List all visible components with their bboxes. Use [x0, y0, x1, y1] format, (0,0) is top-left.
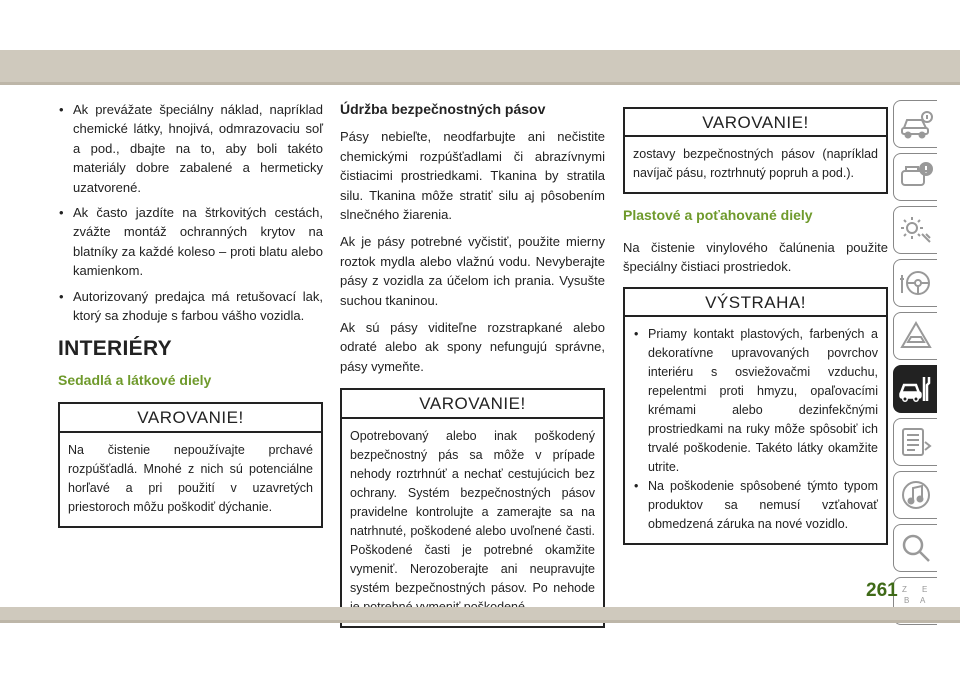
car-service-icon — [898, 371, 934, 407]
tab-lights[interactable] — [893, 206, 937, 254]
caution-body — [625, 317, 886, 543]
paragraph: Na čistenie vinylového čalúnenia použite špeciálny čistiaci prostriedok. — [623, 239, 888, 275]
warning-light-icon — [898, 159, 934, 195]
tab-steering[interactable] — [893, 259, 937, 307]
svg-text:B: B — [903, 596, 909, 605]
bullet-item: • Ak prevážate špeciálny náklad, napríklad chemické látky, hnojivá, odmrazovaciu soľ a pod., dbajte na to, aby boli takéto materiály dobre zabalené a hermeticky uzatvorené. — [58, 100, 323, 197]
warning-text: zostavy bezpečnostných pásov (napríklad navíjač pásu, roztrhnutý popruh a pod.). — [633, 147, 878, 181]
car-info-icon — [898, 106, 934, 142]
page-number: 261 — [866, 580, 898, 601]
multimedia-icon — [898, 477, 934, 513]
steering-wheel-icon — [898, 265, 934, 301]
top-band — [0, 50, 960, 85]
bullet-item: • Ak často jazdíte na štrkovitých cestách, zvážte montáž ochranných krytov na blatníky za každé koleso – proti blatu alebo kamienkom. — [58, 203, 323, 281]
chapter-tabs — [893, 100, 937, 630]
caution-box — [623, 287, 888, 545]
warning-box — [58, 402, 323, 527]
sun-light-icon — [898, 212, 934, 248]
caution-bullet: • Na poškodenie spôsobené týmto typom produktov sa nemusí vzťahovať obmedzená záruka na nové vozidlo. — [633, 477, 878, 534]
tab-multimedia[interactable] — [893, 471, 937, 519]
caution-title: VÝSTRAHA! — [625, 289, 886, 317]
tab-search[interactable] — [893, 524, 937, 572]
warning-title: VAROVANIE! — [60, 404, 321, 432]
bottom-band — [0, 607, 960, 623]
spec-list-icon — [898, 424, 934, 460]
warning-title: VAROVANIE! — [625, 109, 886, 137]
svg-text:A: A — [919, 596, 925, 605]
seatbelt-heading: Údržba bezpečnostných pásov — [340, 101, 546, 117]
svg-text:E: E — [921, 585, 927, 594]
paragraph: Ak je pásy potrebné vyčistiť, použite mierny roztok mydla alebo vlažnú vodu. Nevyberajte pásy z vozidla za účelom ich prania. Vysušte suchou tkaninou. — [340, 234, 605, 308]
paragraph: Pásy nebieľte, neodfarbujte ani nečistite chemickými rozpúšťadlami či abrazívnymi čistiacimi prostriedkami. Tkanina by stratila silu. Tkanina môže stratiť silu aj pôsobením slnečného žiarenia. — [340, 129, 605, 223]
caution-bullet: • Priamy kontakt plastových, farbených a dekoratívne upravovaných povrchov interiéru s osviežovačmi vzduchu, repelentmi proti hmyzu, opaľovacími krémami alebo dezinfekčnými prostriedkami na ruky môže spôsobiť ich trvalé poškodenie. Takéto látky okamžite utrite. — [633, 325, 878, 477]
bullet-item: • Autorizovaný predajca má retušovací lak, ktorý sa zhoduje s farbou vášho vozidla. — [58, 287, 323, 326]
tab-specifications[interactable] — [893, 418, 937, 466]
paragraph: Ak sú pásy viditeľne rozstrapkané alebo odraté alebo ak spony nefungujú správne, pásy vymeňte. — [340, 320, 605, 374]
tab-warning-lights[interactable] — [893, 153, 937, 201]
warning-text: Na čistenie nepoužívajte prchavé rozpúšťadlá. Mnohé z nich sú potenciálne horľavé a pri použití v uzavretých priestoroch môžu poškodiť dýchanie. — [68, 442, 313, 514]
column-middle — [340, 100, 605, 640]
tab-hazard[interactable] — [893, 312, 937, 360]
warning-text: Opotrebovaný alebo inak poškodený bezpečnostný pás sa môže v prípade nehody roztrhnúť a nechať cestujúcich bez ochrany. Systém bezpečnostných pásov pravidelne kontrolujte a zamerajte sa na natrhnuté, poškodené alebo uvoľnené časti. Poškodené časti je potrebné okamžite vymeniť. Nerozoberajte ani neupravujte systém bezpečnostných pásov. Po nehode — [350, 428, 595, 595]
hazard-car-icon — [898, 318, 934, 354]
warning-box — [340, 388, 605, 627]
svg-text:Z: Z — [901, 585, 907, 594]
tab-service[interactable] — [893, 365, 937, 413]
tab-car-info[interactable] — [893, 100, 937, 148]
column-left — [58, 100, 323, 540]
column-right — [623, 107, 888, 557]
warning-title: VAROVANIE! — [342, 390, 603, 418]
subsection-title: Plastové a poťahované diely — [623, 207, 813, 224]
warning-box-continued — [623, 107, 888, 194]
section-title: INTERIÉRY — [58, 337, 172, 361]
search-icon — [898, 530, 934, 566]
subsection-title: Sedadlá a látkové diely — [58, 371, 212, 388]
